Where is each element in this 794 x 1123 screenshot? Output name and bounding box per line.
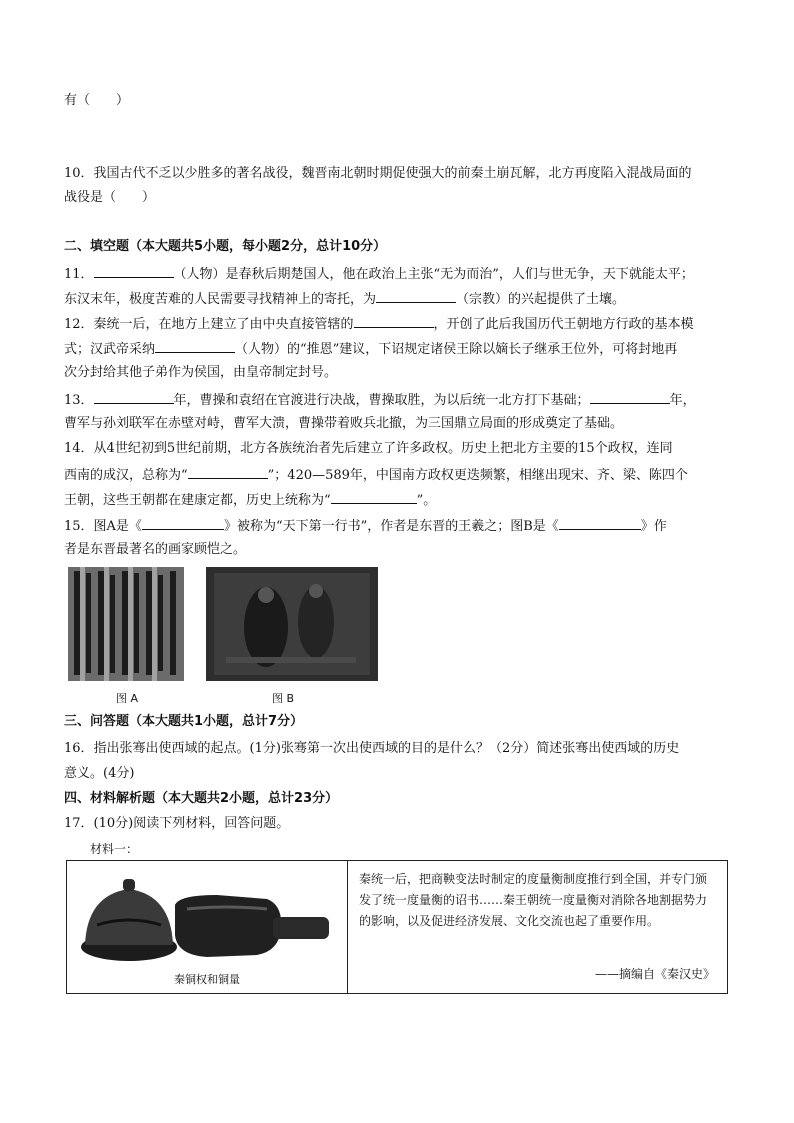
q14-text: ”。: [416, 493, 437, 508]
q14-text: 西南的成汉，总称为“: [64, 468, 188, 483]
q11-line1: [64, 264, 734, 284]
table-divider: [347, 861, 348, 993]
answer-blank[interactable]: [94, 390, 174, 404]
material-text: 秦统一后，把商鞅变法时制定的度量衡制度推行到全国，并专门颁发了统一度量衡的诏书……秦王朝统一度量衡对消除各地割据势力的影响，以及促进经济发展、文化交流也起了重要作用。: [359, 872, 708, 928]
answer-blank[interactable]: [188, 465, 268, 479]
q12-line3: 次分封给其他子弟作为侯国，由皇帝制定封号。: [64, 365, 338, 380]
q14-line3: [64, 490, 734, 510]
painting-image: [206, 567, 378, 681]
answer-blank[interactable]: [590, 390, 670, 404]
q13-number: 13．: [64, 393, 94, 408]
q10-stem-cont: 战役是（ ）: [64, 190, 156, 205]
material-label: 材料一：: [90, 842, 139, 856]
q12-text: ，开创了此后我国历代王朝地方行政的基本模: [433, 317, 694, 332]
q16-line1: 16．指出张骞出使西域的起点。(1分)张骞第一次出使西域的目的是什么？（2分）简述张骞出使西域的历史: [64, 741, 680, 756]
answer-blank[interactable]: [94, 264, 174, 278]
section-3-title: 三、问答题（本大题共1小题，总计7分）: [64, 714, 304, 729]
q15-text: 》作: [640, 519, 667, 534]
q11-text: 东汉末年，极度苦难的人民需要寻找精神上的寄托，为: [64, 292, 377, 307]
figure-b-image: [206, 567, 378, 681]
bronze-weight-and-measure-image: [67, 865, 347, 975]
q14-line1: 14．从4世纪初到5世纪前期，北方各族统治者先后建立了许多政权。历史上把北方主要的15个政权，连同: [64, 441, 673, 456]
q12-text: 12．秦统一后，在地方上建立了由中央直接管辖的: [64, 317, 354, 332]
section-2-title: 二、填空题（本大题共5小题，每小题2分，总计10分）: [64, 239, 387, 254]
q17-intro: 17．(10分)阅读下列材料，回答问题。: [64, 816, 290, 831]
material-source: ——摘编自《秦汉史》: [594, 967, 715, 981]
q11-line2: [64, 289, 734, 309]
q15-text: 15．图A是《: [64, 519, 142, 534]
q15-text: 》被称为“天下第一行书”，作者是东晋的王羲之；图B是《: [223, 519, 559, 534]
q11-number: 11．: [64, 267, 94, 282]
q14-line2: [64, 465, 734, 485]
image-caption: 秦铜权和铜量: [174, 973, 240, 986]
q13-line1: [64, 390, 734, 410]
material-table: [66, 860, 728, 994]
answer-blank[interactable]: [376, 289, 456, 303]
q15-line2: 者是东晋最著名的画家顾恺之。: [64, 542, 247, 557]
q9-tail: 有（ ）: [64, 93, 130, 108]
q10-stem: 10．我国古代不乏以少胜多的著名战役，魏晋南北朝时期促使强大的前秦土崩瓦解，北方再度陷入混战局面的: [64, 166, 692, 181]
figure-a-image: [68, 567, 184, 681]
q11-text: （人物）是春秋后期楚国人，他在政治上主张“无为而治”，人们与世无争，天下就能太平；: [173, 267, 694, 282]
q15-line1: [64, 516, 734, 536]
answer-blank[interactable]: [354, 314, 434, 328]
q14-text: ”；420—589年，中国南方政权更迭频繁，相继出现宋、齐、梁、陈四个: [267, 468, 688, 483]
q16-line2: 意义。(4分): [64, 766, 135, 781]
calligraphy-image: [68, 567, 184, 681]
figure-a-caption: 图 A: [116, 692, 139, 705]
q12-line1: [64, 314, 734, 334]
q11-text: （宗教）的兴起提供了土壤。: [456, 292, 626, 307]
q13-text: 年，曹操和袁绍在官渡进行决战，曹操取胜，为以后统一北方打下基础；: [173, 393, 590, 408]
q12-line2: [64, 339, 734, 359]
q13-text: 年，: [669, 393, 696, 408]
q14-text: 王朝，这些王朝都在建康定都，历史上统称为“: [64, 493, 331, 508]
answer-blank[interactable]: [142, 516, 224, 530]
answer-blank[interactable]: [331, 490, 417, 504]
answer-blank[interactable]: [155, 339, 235, 353]
calligraphy-strokes: [74, 571, 176, 675]
answer-blank[interactable]: [559, 516, 641, 530]
figure-b-caption: 图 B: [272, 692, 295, 705]
q12-text: （人物）的“推恩”建议，下诏规定诸侯王除以嫡长子继承王位外，可将封地再: [235, 342, 678, 357]
section-4-title: 四、材料解析题（本大题共2小题，总计23分）: [64, 791, 339, 806]
q12-text: 式；汉武帝采纳: [64, 342, 156, 357]
q13-line2: 曹军与孙刘联军在赤壁对峙，曹军大溃，曹操带着败兵北撤，为三国鼎立局面的形成奠定了基础。: [64, 416, 624, 431]
